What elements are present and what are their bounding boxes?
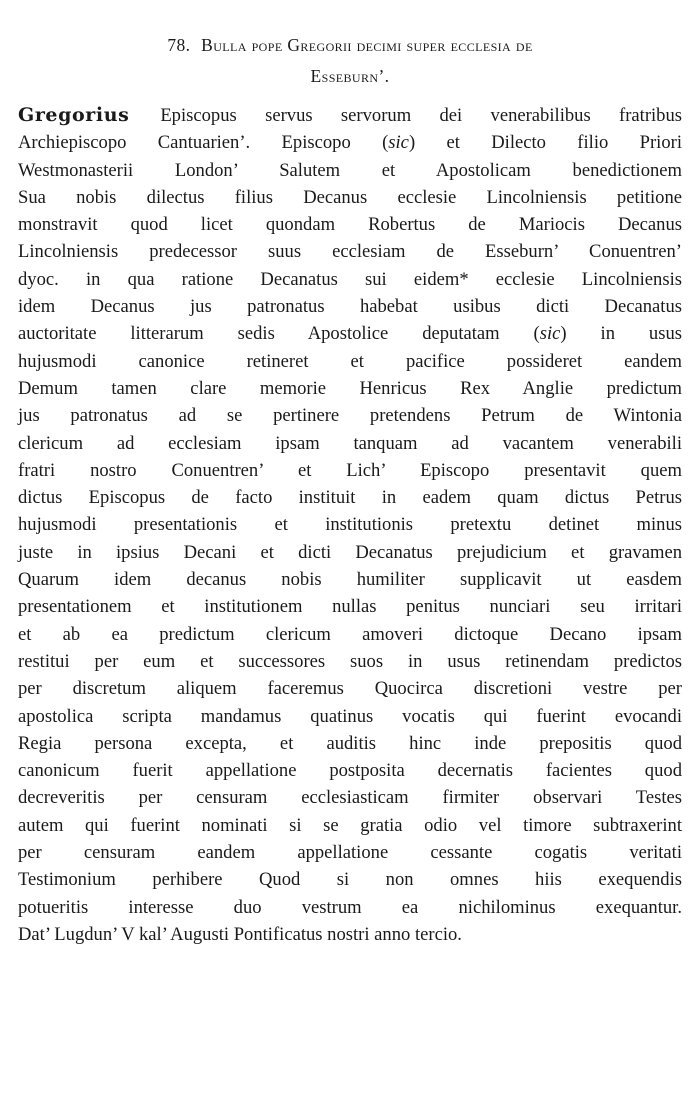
text-line [18,157,682,184]
text-line [18,539,682,566]
text-segment: idem Decanus jus patronatus habebat usibus dicti Decanatus [18,296,682,318]
text-segment: auctoritate litterarum sedis Apostolice deputatam ( [18,323,540,345]
text-line [18,511,682,538]
text-segment: per censuram eandem appellatione cessante cogatis veritati [18,842,682,864]
text-line [18,348,682,375]
text-segment: ) in usus [560,323,682,345]
text-segment: dictus Episcopus de facto instituit in eadem quam dictus Petrus [18,487,682,509]
text-segment: fratri nostro Conuentren’ et Lich’ Episcopo presentavit quem [18,459,682,481]
text-line [18,430,682,457]
text-segment: canonicum fuerit appellatione postposita decernatis facientes quod [18,760,682,782]
text-segment: Episcopus servus servorum dei venerabilibus fratribus [160,105,683,126]
text-line [18,457,682,484]
text-segment: presentationem et institutionem nullas penitus nunciari seu irritari [18,596,682,618]
italic-sic: sic [388,132,409,154]
text-segment: decreveritis per censuram ecclesiasticam firmiter observari Testes [18,787,682,809]
text-segment: juste in ipsius Decani et dicti Decanatus prejudicium et gravamen [18,541,682,563]
text-line [18,866,682,893]
text-line [18,320,682,347]
text-segment: per discretum aliquem faceremus Quocirca discretioni vestre per [18,678,682,700]
italic-sic: sic [539,323,561,345]
text-line [18,266,682,293]
heading-line-1 [40,30,660,61]
text-segment: hujusmodi presentationis et institutionis pretextu detinet minus [18,514,682,536]
document-heading [40,30,660,92]
heading-line-2: Esseburn’. [310,66,390,86]
text-line [18,921,682,948]
text-line [18,593,682,620]
text-segment: dyoc. in qua ratione Decanatus sui eidem* ecclesie Lincolniensis [18,268,682,290]
text-segment: ) et Dilecto filio Priori [408,132,682,154]
text-segment: autem qui fuerint nominati si se gratia odio vel timore subtraxerint [18,814,682,836]
charter-number: 78. [167,35,191,55]
text-segment: et ab ea predictum clericum amoveri dictoque Decano ipsam [18,623,682,645]
text-line [18,703,682,730]
text-segment: apostolica scripta mandamus quatinus vocatis qui fuerint evocandi [18,705,682,727]
text-line [18,184,682,211]
text-segment: monstravit quod licet quondam Robertus de Mariocis Decanus [18,214,682,236]
text-line [18,484,682,511]
text-segment: restitui per eum et successores suos in usus retinendam predictos [18,650,682,672]
text-line [18,839,682,866]
text-line [18,730,682,757]
text-line [18,894,682,921]
text-line [18,375,682,402]
text-line [18,238,682,265]
text-segment: hujusmodi canonice retineret et pacifice possideret eandem [18,350,682,372]
text-segment: clericum ad ecclesiam ipsam tanquam ad vacantem venerabili [18,432,682,454]
text-line [18,812,682,839]
lead-word: Gregorius [18,104,161,126]
text-segment: Lincolniensis predecessor suus ecclesiam de Esseburn’ Conuentren’ [18,241,682,263]
text-line [18,675,682,702]
text-line [18,102,682,129]
text-segment: potueritis interesse duo vestrum ea nichilominus exequantur. [18,896,682,918]
text-line [18,129,682,156]
text-segment: Dat’ Lugdun’ V kal’ Augusti Pontificatus nostri anno tercio. [18,923,462,945]
text-line [18,621,682,648]
text-segment: Westmonasterii London’ Salutem et Apostolicam benedictionem [18,159,682,181]
text-line [18,566,682,593]
text-line [18,757,682,784]
text-segment: Quarum idem decanus nobis humiliter supplicavit ut easdem [18,569,682,591]
text-line [18,211,682,238]
text-segment: Demum tamen clare memorie Henricus Rex Anglie predictum [18,377,682,399]
text-line [18,648,682,675]
text-segment: Sua nobis dilectus filius Decanus ecclesie Lincolniensis petitione [18,186,682,208]
text-line [18,293,682,320]
text-line [18,784,682,811]
text-segment: jus patronatus ad se pertinere pretendens Petrum de Wintonia [18,405,682,427]
text-segment: Regia persona excepta, et auditis hinc inde prepositis quod [18,732,682,754]
heading-title: Bulla pope Gregorii decimi super ecclesia de [201,35,533,55]
document-body [18,102,682,948]
text-segment: Archiepiscopo Cantuarien’. Episcopo ( [18,132,389,154]
text-line [18,402,682,429]
text-segment: Testimonium perhibere Quod si non omnes hiis exequendis [18,869,682,891]
